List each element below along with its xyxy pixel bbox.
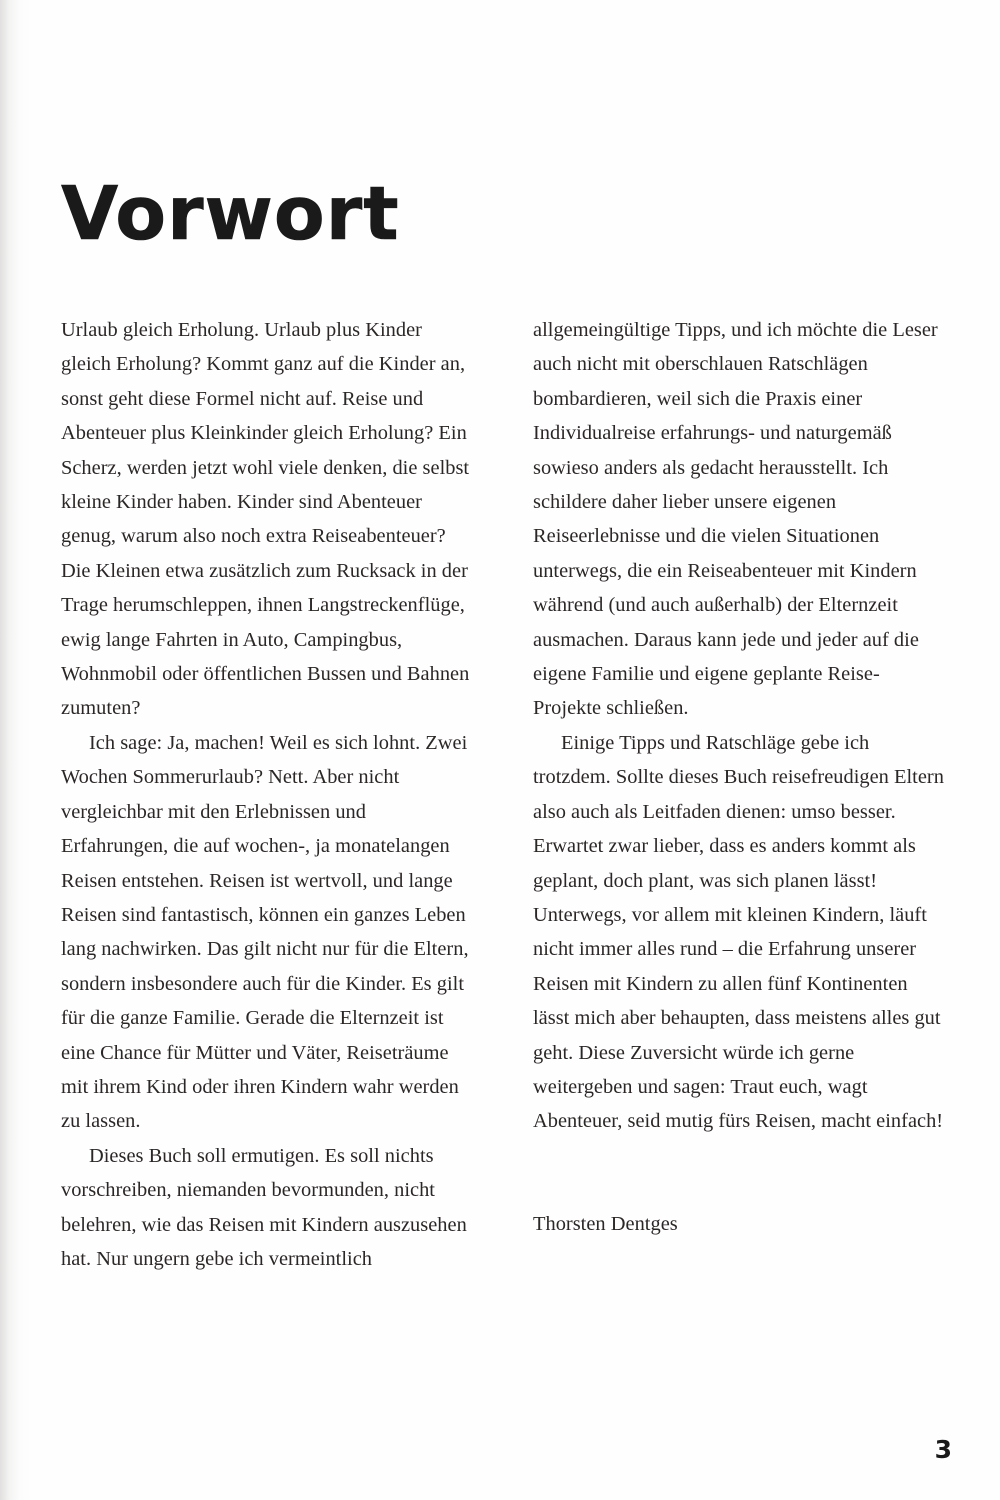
text-column-left [61, 313, 475, 1276]
author-signature: Thorsten Dentges [533, 1212, 678, 1235]
paragraph: Dieses Buch soll ermutigen. Es soll nichts vorschreiben, niemanden bevormunden, nicht belehren, wie das Reisen mit Kindern auszusehen hat. Nur ungern gebe ich vermeintlich [61, 1144, 467, 1270]
text-column-right [533, 313, 947, 1276]
paragraph: allgemeingültige Tipps, und ich möchte die Leser auch nicht mit oberschlauen Ratschlägen bombardieren, weil sich die Praxis einer Individualreise erfahrungs- und naturgemäß sowieso anders als gedacht herausstellt. Ich schildere daher lieber unsere eigenen Reiseerlebnisse und die vielen Situationen unterwegs, die ein Reiseabenteuer mit Kindern während (und auch außerhalb) der Elternzeit ausmachen. Daraus kann jede und jeder auf die eigene Familie und eigene geplante Reise-Projekte schließen. [533, 319, 938, 720]
page-title: Vorwort [61, 170, 400, 257]
page-number: 3 [934, 1435, 952, 1464]
paragraph: Einige Tipps und Ratschläge gebe ich trotzdem. Sollte dieses Buch reisefreudigen Eltern also auch als Leitfaden dienen: umso besser. Erwartet zwar lieber, dass es anders kommt als geplant, doch plant, was sich planen lässt! Unterwegs, vor allem mit kleinen Kindern, läuft nicht immer alles rund – die Erfahrung unserer Reisen mit Kindern zu allen fünf Kontinenten lässt mich aber behaupten, dass meistens alles gut geht. Diese Zuversicht würde ich gerne weitergeben und sagen: Traut euch, wagt Abenteuer, seid mutig fürs Reisen, macht einfach! [533, 731, 944, 1133]
two-column-body [61, 313, 947, 1276]
paragraph: Ich sage: Ja, machen! Weil es sich lohnt. Zwei Wochen Sommerurlaub? Nett. Aber nicht vergleichbar mit den Erlebnissen und Erfahrungen, die auf wochen-, ja monatelangen Reisen entstehen. Reisen ist wertvoll, und lange Reisen sind fantastisch, können ein ganzes Leben lang nachwirken. Das gilt nicht nur für die Eltern, sondern insbesondere auch für die Kinder. Es gilt für die ganze Familie. Gerade die Elternzeit ist eine Chance für Mütter und Väter, Reiseträume mit ihrem Kind oder ihren Kindern wahr werden zu lassen. [61, 731, 469, 1133]
paragraph: Urlaub gleich Erholung. Urlaub plus Kinder gleich Erholung? Kommt ganz auf die Kinder an, sonst geht diese Formel nicht auf. Reise und Abenteuer plus Kleinkinder gleich Erholung? Ein Scherz, werden jetzt wohl viele denken, die selbst kleine Kinder haben. Kinder sind Abenteuer genug, warum also noch extra Reiseabenteuer? Die Kleinen etwa zusätzlich zum Rucksack in der Trage herumschleppen, ihnen Langstreckenflüge, ewig lange Fahrten in Auto, Campingbus, Wohnmobil oder öffentlichen Bussen und Bahnen zumuten? [61, 319, 470, 720]
page-gutter-shadow [0, 0, 34, 1500]
